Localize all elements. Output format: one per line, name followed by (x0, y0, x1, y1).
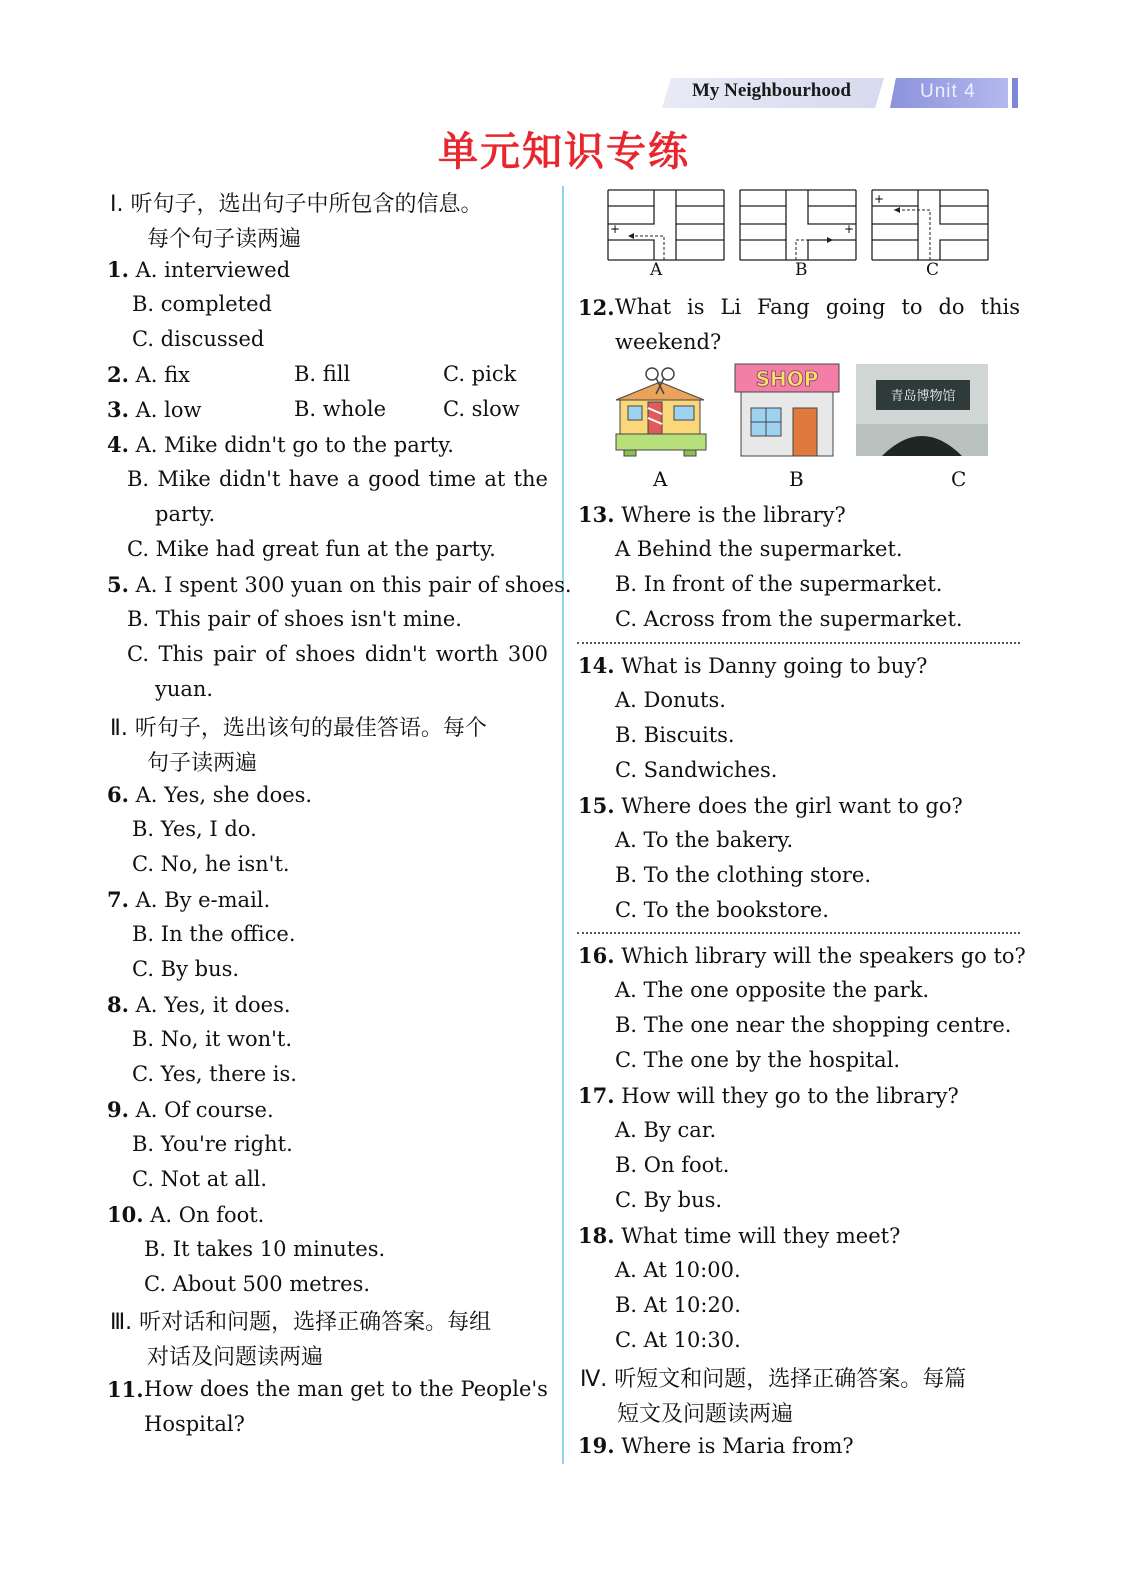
q18-option-b: B. At 10:20. (615, 1293, 741, 1317)
word: worth (435, 642, 499, 666)
q2-option-b: B. fill (294, 362, 351, 386)
q8-option-c: C. Yes, there is. (132, 1062, 297, 1086)
word: Mike (157, 467, 211, 491)
word: is (687, 295, 705, 319)
word: do (938, 295, 965, 319)
q16-option-a: A. The one opposite the park. (615, 978, 930, 1002)
q3-a-text: A. low (135, 398, 202, 422)
museum-gate-picture (856, 364, 988, 456)
q17-option-c: C. By bus. (615, 1188, 723, 1212)
q7-option-a (107, 887, 270, 912)
q13-question (578, 502, 846, 527)
section-2-heading: Ⅱ. 听句子，选出该句的最佳答语。每个 (110, 716, 487, 741)
q19-number: 19. (578, 1433, 615, 1458)
word: pair (213, 642, 256, 666)
q1-option-c: C. discussed (132, 327, 265, 351)
q13-option-a: A Behind the supermarket. (615, 537, 903, 561)
q12-question-line2: weekend? (615, 330, 722, 354)
q1-number: 1. (107, 257, 129, 282)
dotted-divider (577, 932, 1020, 934)
shop-sign-text: SHOP (755, 367, 819, 391)
word: this (980, 295, 1020, 319)
q16-question (578, 943, 1026, 968)
column-divider (562, 186, 564, 1464)
route-map-b (738, 188, 858, 263)
section-3-subheading: 对话及问题读两遍 (147, 1345, 324, 1370)
word: B. (127, 467, 150, 491)
q4-a-text: A. Mike didn't go to the party. (135, 433, 454, 457)
q4-option-c: C. Mike had great fun at the party. (127, 537, 496, 561)
pic-a-label: A (653, 467, 668, 491)
word: to (391, 1377, 413, 1401)
q14-text: What is Danny going to buy? (621, 654, 928, 678)
q3-option-b: B. whole (294, 397, 387, 421)
word: People's (460, 1377, 548, 1401)
route-map-c (870, 188, 990, 263)
q5-number: 5. (107, 572, 129, 597)
q7-number: 7. (107, 887, 129, 912)
q18-question (578, 1223, 900, 1248)
q10-option-b: B. It takes 10 minutes. (144, 1237, 386, 1261)
word: C. (127, 642, 149, 666)
q4-option-a (107, 432, 454, 457)
q11-question-line1 (144, 1377, 548, 1401)
q9-number: 9. (107, 1097, 129, 1122)
q2-number: 2. (107, 362, 129, 387)
q10-number: 10. (107, 1202, 144, 1227)
q16-text: Which library will the speakers go to? (621, 944, 1026, 968)
unit-accent-bar (1012, 78, 1018, 108)
q4-number: 4. (107, 432, 129, 457)
q10-option-a (107, 1202, 264, 1227)
word: going (825, 295, 886, 319)
q13-option-c: C. Across from the supermarket. (615, 607, 963, 631)
q15-number: 15. (578, 793, 615, 818)
word: shoes (295, 642, 356, 666)
word: the (419, 1377, 454, 1401)
unit-label: Unit 4 (920, 81, 976, 102)
museum-plaque-text: 青岛博物馆 (890, 389, 956, 404)
q5-option-b: B. This pair of shoes isn't mine. (127, 607, 462, 631)
pic-b-label: B (789, 467, 804, 491)
section-2-subheading: 句子读两遍 (147, 751, 258, 776)
q18-text: What time will they meet? (621, 1224, 901, 1248)
section-4-subheading: 短文及问题读两遍 (617, 1402, 794, 1427)
q17-number: 17. (578, 1083, 615, 1108)
word: does (199, 1377, 250, 1401)
pic-c-label: C (951, 467, 967, 491)
q15-question (578, 793, 963, 818)
q17-text: How will they go to the library? (621, 1084, 959, 1108)
section-4-heading: Ⅳ. 听短文和问题，选择正确答案。每篇 (580, 1367, 967, 1392)
page-title: 单元知识专练 (438, 129, 690, 175)
q5-option-c-line2: yuan. (155, 677, 214, 701)
q11-number: 11. (107, 1377, 144, 1402)
q15-option-a: A. To the bakery. (615, 828, 794, 852)
q17-option-a: A. By car. (615, 1118, 717, 1142)
q3-number: 3. (107, 397, 129, 422)
q17-option-b: B. On foot. (615, 1153, 730, 1177)
map-a-label: A (650, 260, 663, 280)
q19-text: Where is Maria from? (621, 1434, 854, 1458)
q14-number: 14. (578, 653, 615, 678)
q18-option-a: A. At 10:00. (615, 1258, 741, 1282)
word: get (350, 1377, 385, 1401)
q11-number-wrap (107, 1377, 144, 1402)
section-3-heading: Ⅲ. 听对话和问题，选择正确答案。每组 (110, 1310, 492, 1335)
word: good (368, 467, 421, 491)
q6-number: 6. (107, 782, 129, 807)
word: have (288, 467, 340, 491)
word: What (615, 295, 672, 319)
word: Li (720, 295, 742, 319)
q4-option-b-line2: party. (155, 502, 216, 526)
q1-option-a (107, 257, 290, 282)
shop-picture (731, 362, 843, 460)
map-b-label: B (795, 260, 808, 280)
q1-a-text: A. interviewed (135, 258, 291, 282)
q8-a-text: A. Yes, it does. (135, 993, 291, 1017)
q5-option-a (107, 572, 572, 597)
hospital-cross-icon: + (874, 192, 885, 206)
q11-question-line2: Hospital? (144, 1412, 245, 1436)
q7-a-text: A. By e-mail. (135, 888, 271, 912)
q14-option-b: B. Biscuits. (615, 723, 735, 747)
q5-a-text: A. I spent 300 yuan on this pair of shoes. (135, 573, 572, 597)
route-map-a (606, 188, 726, 263)
q16-option-b: B. The one near the shopping centre. (615, 1013, 1012, 1037)
q6-a-text: A. Yes, she does. (135, 783, 313, 807)
word: didn't (219, 467, 281, 491)
q9-a-text: A. Of course. (135, 1098, 274, 1122)
q2-option-a (107, 362, 190, 387)
word: man (297, 1377, 344, 1401)
q15-option-c: C. To the bookstore. (615, 898, 829, 922)
q1-option-b: B. completed (132, 292, 272, 316)
word: 300 (507, 642, 548, 666)
q3-option-a (107, 397, 201, 422)
q18-number: 18. (578, 1223, 615, 1248)
q2-option-c: C. pick (443, 362, 517, 386)
q10-option-c: C. About 500 metres. (144, 1272, 371, 1296)
q12-number: 12. (578, 295, 615, 320)
q12-number-wrap (578, 295, 615, 320)
q6-option-c: C. No, he isn't. (132, 852, 290, 876)
q14-question (578, 653, 927, 678)
q9-option-a (107, 1097, 274, 1122)
word: a (347, 467, 360, 491)
word: didn't (364, 642, 427, 666)
q8-option-a (107, 992, 291, 1017)
word: time (428, 467, 477, 491)
dotted-divider (577, 642, 1020, 644)
q18-option-c: C. At 10:30. (615, 1328, 741, 1352)
word: This (158, 642, 204, 666)
q17-question (578, 1083, 959, 1108)
q9-option-c: C. Not at all. (132, 1167, 268, 1191)
map-c-label: C (926, 260, 940, 280)
q14-option-a: A. Donuts. (615, 688, 726, 712)
hair-salon-picture (612, 362, 710, 460)
q5-option-c-line1 (127, 642, 548, 666)
q3-option-c: C. slow (443, 397, 520, 421)
word: the (255, 1377, 291, 1401)
q9-option-b: B. You're right. (132, 1132, 293, 1156)
section-1-heading: Ⅰ. 听句子，选出句子中所包含的信息。 (110, 192, 483, 217)
q7-option-c: C. By bus. (132, 957, 240, 981)
q14-option-c: C. Sandwiches. (615, 758, 778, 782)
q19-question (578, 1433, 854, 1458)
word: to (901, 295, 923, 319)
word: the (513, 467, 548, 491)
q7-option-b: B. In the office. (132, 922, 296, 946)
q4-option-b-line1 (127, 467, 548, 491)
q12-question-line1 (615, 295, 1020, 319)
q10-a-text: A. On foot. (150, 1203, 265, 1227)
word: at (484, 467, 506, 491)
section-1-subheading: 每个句子读两遍 (147, 227, 302, 252)
hospital-cross-icon: + (610, 222, 621, 236)
q15-text: Where does the girl want to go? (621, 794, 963, 818)
q15-option-b: B. To the clothing store. (615, 863, 871, 887)
q16-option-c: C. The one by the hospital. (615, 1048, 901, 1072)
q13-option-b: B. In front of the supermarket. (615, 572, 943, 596)
word: How (144, 1377, 193, 1401)
book-title: My Neighbourhood (692, 80, 851, 101)
hospital-cross-icon: + (844, 222, 855, 236)
q8-number: 8. (107, 992, 129, 1017)
q13-text: Where is the library? (621, 503, 846, 527)
q13-number: 13. (578, 502, 615, 527)
q8-option-b: B. No, it won't. (132, 1027, 293, 1051)
q6-option-a (107, 782, 312, 807)
word: of (265, 642, 286, 666)
q2-a-text: A. fix (135, 363, 190, 387)
q6-option-b: B. Yes, I do. (132, 817, 257, 841)
word: Fang (757, 295, 810, 319)
q16-number: 16. (578, 943, 615, 968)
